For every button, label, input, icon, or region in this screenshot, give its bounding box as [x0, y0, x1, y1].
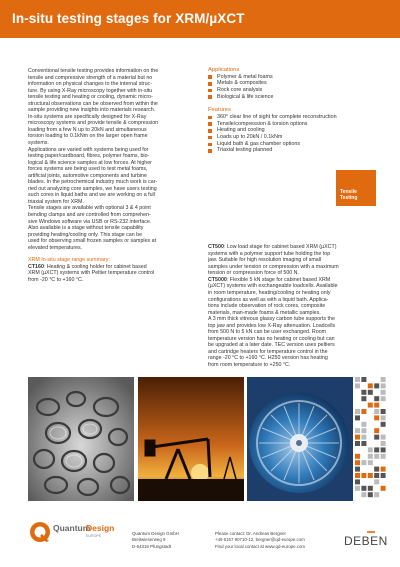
ct500-label: CT500: [208, 244, 224, 251]
ct160-description: [28, 264, 204, 284]
pattern-square: [381, 422, 386, 427]
pattern-square: [355, 479, 360, 484]
pattern-square: [374, 467, 379, 472]
pattern-square: [355, 467, 360, 472]
pattern-square: [374, 428, 379, 433]
pattern-square: [361, 396, 366, 401]
pattern-square: [368, 454, 373, 459]
deben-logo-text: DEBEN: [344, 534, 388, 548]
pattern-square: [355, 428, 360, 433]
pattern-square: [368, 460, 373, 465]
pattern-square: [381, 447, 386, 452]
logo-word-2: Design: [86, 523, 115, 533]
pattern-square: [361, 435, 366, 440]
pattern-square: [361, 441, 366, 446]
pattern-square: [374, 447, 379, 452]
pattern-square: [381, 473, 386, 478]
pattern-square: [368, 383, 373, 388]
contact-info: [215, 531, 340, 550]
pattern-square: [355, 441, 360, 446]
features-heading: Features: [208, 107, 231, 114]
intro-paragraph-3: Tensile stages are available with optional 3 & 4 point bending clamps and are controlled from comprehen- sive Windows software via USB or RS-232 interface. Also available is a stage without tensile capability providing heating/cooling only. This stage can be used for observing small frozen samples or samples at elevated temperatures.: [28, 205, 157, 251]
list-item: Polymer & metal foams: [208, 74, 376, 81]
pattern-square: [355, 473, 360, 478]
pattern-square: [368, 473, 373, 478]
pattern-square: [374, 473, 379, 478]
summary-heading: XRM In-situ stage range summary:: [28, 257, 110, 264]
pattern-square: [361, 390, 366, 395]
pattern-square: [374, 454, 379, 459]
pattern-square: [381, 383, 386, 388]
tensile-testing-badge: [336, 170, 376, 206]
ct160-label: CT160: [28, 263, 44, 270]
list-item: Metals & composites: [208, 80, 376, 87]
pattern-square: [361, 428, 366, 433]
ct5000-label: CT5000: [208, 276, 227, 283]
list-item: Biological & life science: [208, 94, 376, 101]
pattern-square: [355, 454, 360, 459]
page-title: In-situ testing stages for XRM/µXCT: [12, 11, 245, 26]
badge-line-1: Tensile: [340, 189, 357, 195]
contact-phone-email: +49 6157 80710-12, bergner@qd-europe.com: [215, 537, 305, 543]
quantum-design-logo: [28, 519, 128, 552]
pattern-square: [361, 377, 366, 382]
intro-column: [28, 68, 204, 284]
title-banner: [0, 0, 400, 38]
features-list: [208, 114, 376, 154]
badge-line-2: Testing: [340, 195, 358, 201]
pattern-square: [381, 396, 386, 401]
pattern-square: [361, 409, 366, 414]
intro-paragraph-2: Applications are varied with systems being used for testing paper/cardboard, fibres, polymer foams, bio- logical & life science samples at low forces. At higher forces systems are being used to test metal foams, artificial joints, automotive components and turbine blades. In the petrochemical industry much work is car- ried out analyzing core samples, we have users testing such cores in liquid baths and we are working on a full triaxial system for XRM.: [28, 146, 158, 205]
applications-list: [208, 74, 376, 101]
company-name: Quantum Design GmbH: [132, 531, 179, 536]
pattern-square: [374, 492, 379, 497]
pattern-square: [381, 377, 386, 382]
company-address: [132, 531, 212, 550]
pattern-square: [361, 473, 366, 478]
ct5000-text: : Flexible 5 kN stage for cabinet based XRM (µXCT) systems with exchangeable loadcells. Available in room temperature, heating/cooling or heating only configurations as well as with a liquid bath. Applica- tions include observation of rock cores, composite materials, man-made foams & metallic samples. A 3 mm thick vitreous glassy carbon tube supports the top jaw and provides low X-Ray attenuation. Loadcells from 500 N to 5 kN can be user exchanged. Room temperature version has no heating or cooling but can be upgraded at a later date. TEC version uses peltiers and cartridge heaters for temperature control in the range -20 °C to +160 °C. H250 version has heating from room temperature to +250 °C.: [208, 276, 338, 368]
ct500-description: [208, 244, 376, 277]
company-street: Breitwieserweg 9: [132, 537, 166, 543]
pattern-square: [361, 422, 366, 427]
pattern-square: [355, 377, 360, 382]
pattern-square: [381, 454, 386, 459]
decorative-pixel-pattern: [355, 377, 387, 501]
pattern-square: [374, 435, 379, 440]
contact-person: Please contact: Dr. Andreas Bergner: [215, 531, 287, 536]
pattern-square: [374, 396, 379, 401]
pattern-square: [374, 409, 379, 414]
pattern-square: [355, 486, 360, 491]
pattern-square: [355, 409, 360, 414]
ct5000-description: [208, 277, 376, 369]
metal-foam-photo: [28, 377, 134, 501]
pattern-square: [381, 390, 386, 395]
pattern-square: [381, 486, 386, 491]
pattern-square: [374, 383, 379, 388]
pattern-square: [355, 460, 360, 465]
pattern-square: [381, 441, 386, 446]
pattern-square: [381, 409, 386, 414]
pattern-square: [361, 460, 366, 465]
pattern-square: [355, 435, 360, 440]
pattern-square: [368, 486, 373, 491]
list-item: Liquid bath & gas chamber options: [208, 141, 376, 148]
company-city: D-64319 Pfungstadt: [132, 543, 172, 549]
ct500-text: : Low load stage for cabinet based XRM (µXCT) systems with a polymer support tube holding the top jaw. Suitable for high resolution imaging of small samples under tension or compression with a maximum tension or compression force of 500 N.: [208, 244, 339, 277]
pattern-square: [374, 403, 379, 408]
pattern-square: [368, 447, 373, 452]
pattern-square: [381, 435, 386, 440]
oil-pump-sunset-photo: [138, 377, 244, 501]
pattern-square: [355, 415, 360, 420]
pattern-square: [361, 492, 366, 497]
pattern-square: [374, 479, 379, 484]
pattern-square: [355, 383, 360, 388]
list-item: Rock core analysis: [208, 87, 376, 94]
pattern-square: [374, 415, 379, 420]
intro-paragraph-1: Conventional tensile testing provides information on the tensile and compressive strength of a material but no information on physical changes to the internal struc- ture. By using X-Ray microscopy together with in-situ tensile testing and heating or cooling, dynamic micro- structural observations can be observed from within the sample providing new insights into materials research. In-situ systems are specifically designed for X-Ray microscopy systems and provide tensile & compression loading from a few N up to 20kN and simultaneous torsion loading to 0.1kNm on the larger open frame systems.: [28, 68, 159, 147]
pattern-square: [361, 486, 366, 491]
ct160-text: : Heating & cooling holder for cabinet based XRM (µXCT) systems with Peltier temperature control from -20 °C to +160 °C.: [28, 263, 155, 283]
list-item: 360° clear line of sight for complete reconstruction: [208, 114, 376, 121]
deben-logo: [343, 530, 389, 555]
applications-heading: Applications: [208, 67, 240, 73]
logo-word-1: Quantum: [53, 523, 91, 533]
features-column: [208, 67, 376, 369]
logo-subtitle: EUROPE: [86, 534, 102, 538]
pattern-square: [381, 415, 386, 420]
pattern-square: [368, 390, 373, 395]
pattern-square: [381, 467, 386, 472]
contact-website: Find your local contact at www.qd-europe.com: [215, 543, 306, 549]
list-item: Loads up to 20kN / 0.1kNm: [208, 134, 376, 141]
pattern-square: [368, 492, 373, 497]
turbine-engine-photo: [247, 377, 353, 501]
list-item: Tensile/compression & torsion options: [208, 121, 376, 128]
pattern-square: [368, 403, 373, 408]
list-item: Triaxial testing planned: [208, 147, 376, 154]
list-item: Heating and cooling: [208, 127, 376, 134]
